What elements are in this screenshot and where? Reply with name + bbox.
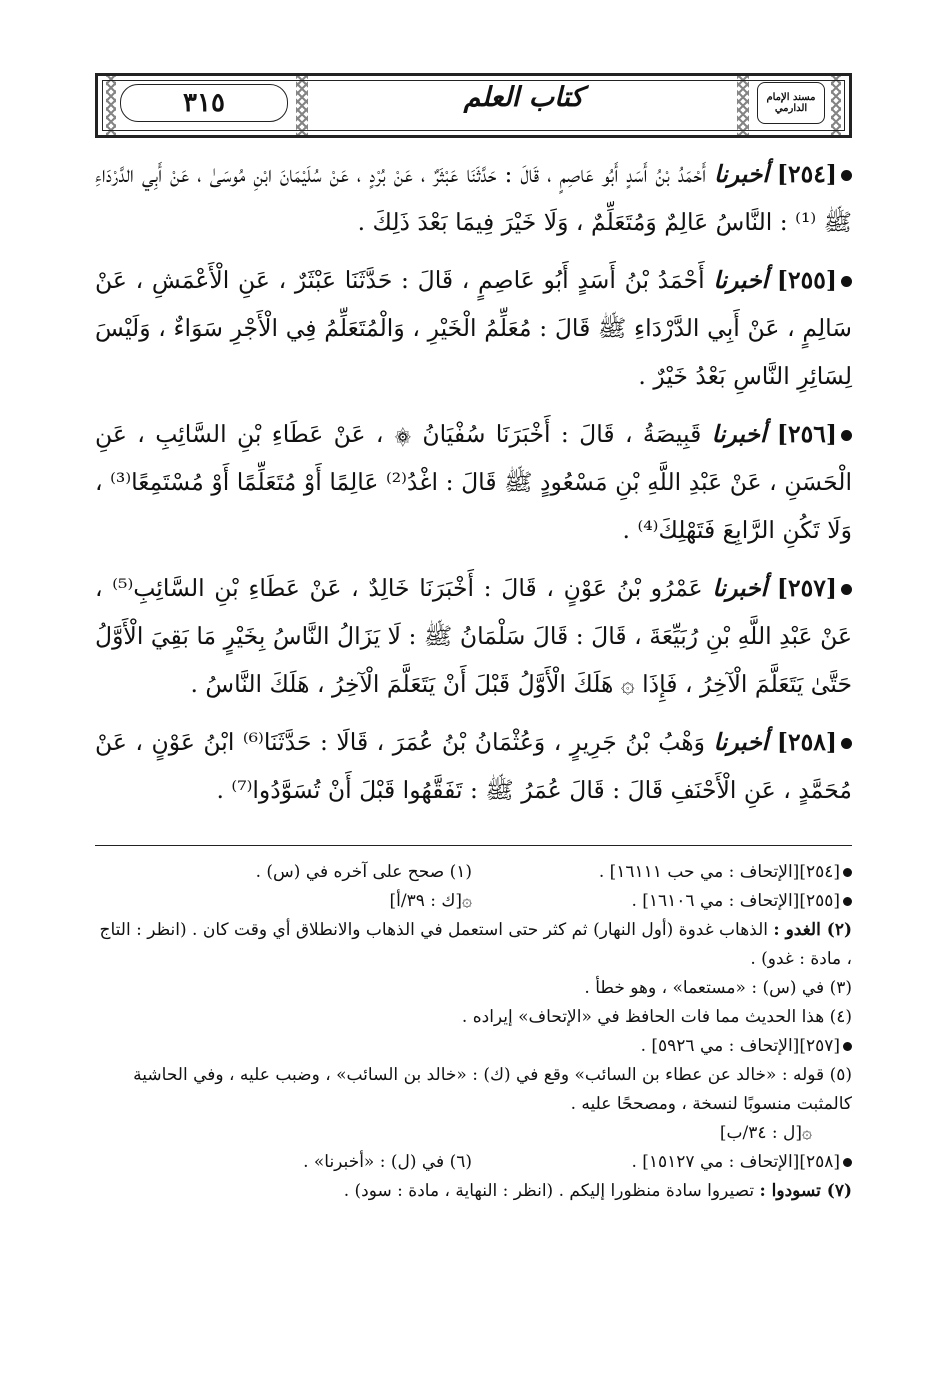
bullet-icon — [843, 1042, 852, 1051]
bullet-icon — [841, 170, 852, 181]
bullet-icon — [841, 276, 852, 287]
hadith-number: [٢٥٥] — [776, 266, 837, 294]
header-ornament — [737, 76, 749, 135]
hadith-text: أَحْمَدُ بْنُ أَسَدٍ أَبُو عَاصِمٍ ، قَالَ : حَدَّثَنَا عَبْثَرٌ ، عَنْ بُرْدٍ ، عَنْ سُلَيْمَانَ ابْنِ مُوسَىٰ ، عَنْ أَبِي الدَّرْدَاءِ ﷺ ⁽¹⁾ : النَّاسُ عَالِمٌ وَمُتَعَلِّمٌ ، وَلَا خَيْرَ فِيمَا بَعْدَ ذَلِكَ . — [95, 160, 852, 236]
footnote-1: (١) صحح على آخره في (س) . — [255, 862, 472, 882]
hadith-number: [٢٥٨] — [776, 728, 837, 756]
bullet-icon — [843, 897, 852, 906]
hadith-257 — [95, 564, 852, 708]
bullet-icon — [841, 430, 852, 441]
footnote-label: (٧) تسودوا : — [759, 1181, 852, 1201]
footnote-text: تصيروا سادة منظورا إليكم . (انظر : النهاية ، مادة : سود) . — [343, 1181, 755, 1201]
header-ornament — [831, 76, 841, 135]
footnote-6: (٦) في (ل) : «أخبرنا» . — [303, 1152, 472, 1172]
hadith-number: [٢٥٤] — [776, 160, 837, 188]
footnote-7 — [95, 1177, 852, 1206]
main-text — [95, 150, 852, 824]
footnote-text: [٢٥٧][الإتحاف : مي ٥٩٢٦] . — [640, 1036, 840, 1056]
footnote-label: (٢) الغدو : — [773, 920, 852, 940]
hadith-258 — [95, 718, 852, 814]
hadith-text: عَمْرُو بْنُ عَوْنٍ ، قَالَ : أَخْبَرَنَا خَالِدٌ ، عَنْ عَطَاءِ بْنِ السَّائِبِ⁽⁵⁾ ، عَنْ عَبْدِ اللَّهِ بْنِ رُبَيِّعَةَ ، قَالَ : قَالَ سَلْمَانُ ﷺ : لَا يَزَالُ النَّاسُ بِخَيْرٍ مَا بَقِيَ الْأَوَّلُ حَتَّىٰ يَتَعَلَّمَ الْآخِرُ ، فَإِذَا ۞ هَلَكَ الْأَوَّلُ قَبْلَ أَنْ يَتَعَلَّمَ الْآخِرُ ، هَلَكَ النَّاسُ . — [95, 574, 852, 698]
book-title: كتاب العلم — [463, 82, 584, 113]
footnote-ithaf — [95, 1032, 852, 1061]
akhbarana-word: أخبرنا — [713, 266, 769, 294]
manuscript-ref: ۞[ل : ٣٤/ب] — [719, 1123, 812, 1143]
page-number-box — [120, 84, 288, 122]
footnote-row — [95, 887, 852, 916]
footnote-ithaf — [472, 858, 852, 887]
akhbarana-word: أخبرنا — [712, 574, 768, 602]
bullet-icon — [843, 868, 852, 877]
hadith-256 — [95, 410, 852, 554]
hadith-254 — [95, 150, 852, 246]
akhbarana-word: أخبرنا — [714, 160, 769, 188]
footnote-4: (٤) هذا الحديث مما فات الحافظ في «الإتحاف» إيراده . — [461, 1007, 852, 1027]
hadith-number: [٢٥٧] — [776, 574, 837, 602]
footnote-text: [٢٥٨][الإتحاف : مي ١٥١٢٧] . — [631, 1152, 840, 1172]
emblem-text: مسند الإمام الدارمي — [766, 92, 816, 114]
footnote-ithaf — [472, 1148, 852, 1177]
bullet-icon — [843, 1158, 852, 1167]
hadith-text: قَبِيصَةُ ، قَالَ : أَخْبَرَنَا سُفْيَانُ ۞ ، عَنْ عَطَاءِ بْنِ السَّائِبِ ، عَنِ الْحَسَنِ ، عَنْ عَبْدِ اللَّهِ بْنِ مَسْعُودٍ ﷺ قَالَ : اغْدُ⁽²⁾ عَالِمًا أَوْ مُتَعَلِّمًا أَوْ مُسْتَمِعًا⁽³⁾ ، وَلَا تَكُنِ الرَّابِعَ فَتَهْلِكَ⁽⁴⁾ . — [95, 420, 852, 544]
footnote-5: (٥) قوله : «خالد عن عطاء بن السائب» وقع في (ك) : «خالد بن السائب» ، وضبب عليه ، وفي الحاشية كالمثبت منسوبًا لنسخة ، ومصححًا عليه . — [133, 1065, 852, 1114]
bullet-icon — [841, 584, 852, 595]
footnote-3: (٣) في (س) : «مستعما» ، وهو خطأ . — [584, 978, 852, 998]
footnote-2 — [95, 916, 852, 974]
running-header — [95, 73, 852, 138]
footnote-separator — [95, 845, 852, 846]
header-ornament — [106, 76, 116, 135]
footnote-row — [95, 1148, 852, 1177]
hadith-text: وَهْبُ بْنُ جَرِيرٍ ، وَعُثْمَانُ بْنُ عُمَرَ ، قَالَا : حَدَّثَنَا⁽⁶⁾ ابْنُ عَوْنٍ ، عَنْ مُحَمَّدٍ ، عَنِ الْأَحْنَفِ قَالَ : قَالَ عُمَرُ ﷺ : تَفَقَّهُوا قَبْلَ أَنْ تُسَوَّدُوا⁽⁷⁾ . — [95, 728, 852, 804]
manuscript-ref: ۞[ك : ٣٩/أ] — [389, 891, 472, 911]
bullet-icon — [841, 738, 852, 749]
hadith-text: أَحْمَدُ بْنُ أَسَدٍ أَبُو عَاصِمٍ ، قَالَ : حَدَّثَنَا عَبْثَرٌ ، عَنِ الْأَعْمَشِ ، عَنْ سَالِمٍ ، عَنْ أَبِي الدَّرْدَاءِ ﷺ قَالَ : مُعَلِّمُ الْخَيْرِ ، وَالْمُتَعَلِّمُ فِي الْأَجْرِ سَوَاءٌ ، وَلَيْسَ لِسَائِرِ النَّاسِ بَعْدُ خَيْرٌ . — [95, 266, 852, 390]
header-ornament — [296, 76, 308, 135]
footnote-row — [95, 858, 852, 887]
series-emblem — [757, 82, 825, 124]
hadith-255 — [95, 256, 852, 400]
footnote-text: الذهاب غدوة (أول النهار) ثم كثر حتى استعمل في الذهاب والانطلاق أي وقت كان . (انظر : التاج ، مادة : غدو) . — [99, 920, 852, 969]
footnotes — [95, 858, 852, 1206]
footnote-ithaf — [472, 887, 852, 916]
hadith-number: [٢٥٦] — [776, 420, 837, 448]
footnote-text: [٢٥٥][الإتحاف : مي ١٦١٠٦] . — [631, 891, 840, 911]
page-number: ٣١٥ — [183, 88, 225, 118]
akhbarana-word: أخبرنا — [713, 728, 769, 756]
footnote-text: [٢٥٤][الإتحاف : مي حب ١٦١١١] . — [598, 862, 840, 882]
akhbarana-word: أخبرنا — [711, 420, 767, 448]
